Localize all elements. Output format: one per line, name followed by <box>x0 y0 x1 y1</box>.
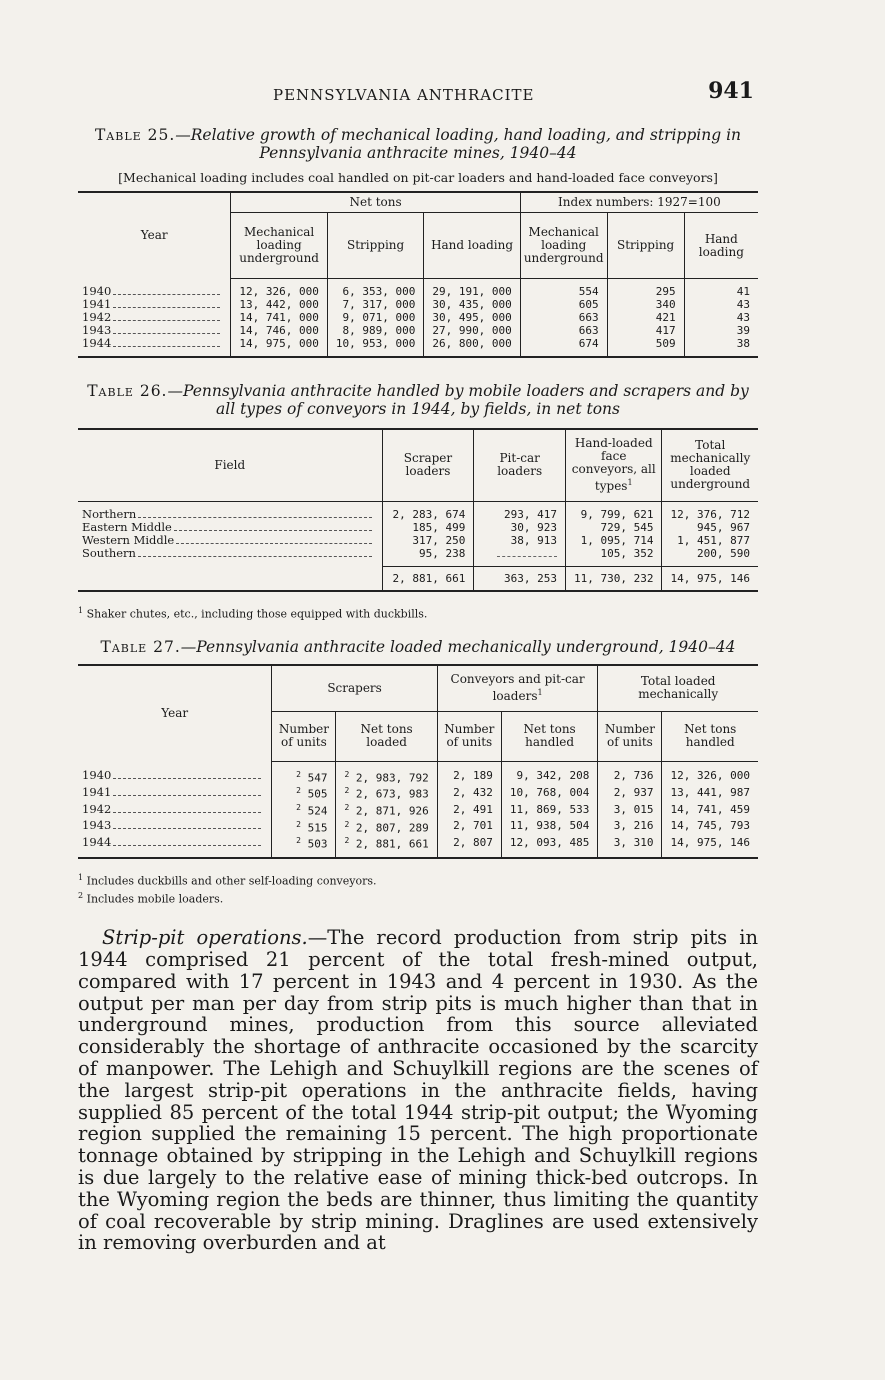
cell: 200, 590 <box>662 547 758 567</box>
cell: 554 <box>520 279 607 299</box>
footnote-text: Includes mobile loaders. <box>86 892 224 906</box>
col-num-units: Number of units <box>272 711 336 761</box>
row-year: 1943 <box>82 818 112 833</box>
cell: 663 <box>520 324 607 337</box>
table-row <box>78 337 758 357</box>
cell: 605 <box>520 298 607 311</box>
cell: 2, 491 <box>437 801 501 818</box>
cell: $^2$ 2, 673, 983 <box>336 784 437 801</box>
row-year: 1940 <box>82 283 112 298</box>
col-total-loaded: Total loaded mechanically <box>598 665 758 711</box>
cell-value: 2, 871, 926 <box>355 804 429 818</box>
col-strip: Stripping <box>327 213 423 279</box>
cell: 417 <box>607 324 684 337</box>
col-field: Field <box>78 429 382 501</box>
cell: 13, 441, 987 <box>662 784 758 801</box>
cell: 26, 800, 000 <box>424 337 520 357</box>
cell: 674 <box>520 337 607 357</box>
row-field: Southern <box>82 545 136 560</box>
cell: 421 <box>607 311 684 324</box>
cell: 10, 768, 004 <box>501 784 597 801</box>
cell: 317, 250 <box>382 534 474 547</box>
cell-value: 524 <box>307 804 328 818</box>
col-conveyors-label: Conveyors and pit-car loaders <box>450 672 585 704</box>
cell: 663 <box>520 311 607 324</box>
cell: 30, 495, 000 <box>424 311 520 324</box>
cell: 38, 913 <box>474 534 566 547</box>
table-25-title: —Relative growth of mechanical loading, hand loading, and stripping in Pennsylvania anthracite mines, 1940–44 <box>175 126 742 162</box>
cell-value: 2, 983, 792 <box>355 771 429 785</box>
col-net-tons-loaded: Net tons loaded <box>336 711 437 761</box>
cell: $^2$ 515 <box>272 818 336 835</box>
cell: $^2$ 503 <box>272 834 336 858</box>
table-27-label: Table 27. <box>100 638 181 657</box>
col-year: Year <box>78 665 272 761</box>
row-year: 1943 <box>82 323 112 337</box>
cell: 95, 238 <box>382 547 474 567</box>
col-handface: Hand-loaded face conveyors, all types$^1$ <box>566 429 662 501</box>
cell-value: 503 <box>307 837 328 851</box>
table-27 <box>78 664 758 859</box>
table-row <box>78 784 758 801</box>
col-index-hand: Hand loading <box>684 213 758 279</box>
cell-value: 505 <box>307 787 328 801</box>
row-year: 1941 <box>82 297 112 311</box>
table-row <box>78 501 758 521</box>
table-25-label: Table 25. <box>94 126 176 144</box>
cell: 7, 317, 000 <box>327 298 423 311</box>
col-mech: Mechanical loading underground <box>231 213 327 279</box>
cell: 11, 869, 533 <box>501 801 597 818</box>
col-index-numbers: Index numbers: 1927=100 <box>520 192 758 213</box>
paragraph-text: —The record production from strip pits in 1944 comprised 21 percent of the total fresh-mined output, compared with 17 percent in 1943 and 4 percent in 1930. As the output per man per day from strip pits is much higher than that in underground mines, production from this source alleviated considerably the shortage of anthracite occasioned by the scarcity of manpower. The Lehigh and Schuylkill regions are the scenes of the largest strip-pit operations in the anthracite fields, having supplied 85 percent of the total 1944 strip-pit output; the Wyoming region supplied the remaining 15 percent. The high proportionate tonnage obtained by stripping in the Lehigh and Schuylkill regions is due largely to the relative ease of mining thick-bed outcrops. In the Wyoming region the beds are thinner, thus limiting the quantity of coal recoverable by strip mining. Draglines are used extensively in removing overburden and at <box>78 926 758 1255</box>
cell: 2, 701 <box>437 818 501 835</box>
cell-value: 515 <box>307 821 328 835</box>
cell: $^2$ 2, 983, 792 <box>336 761 437 784</box>
table-row <box>78 298 758 311</box>
row-year: 1944 <box>82 835 112 850</box>
table-26-title: —Pennsylvania anthracite handled by mobile loaders and scrapers and by all types of conveyors in 1944, by fields, in net tons <box>167 382 749 418</box>
table-27-footnote-2: $^2$ Includes mobile loaders. <box>78 890 224 906</box>
table-27-footnote-1: $^1$ Includes duckbills and other self-loading conveyors. <box>78 872 377 888</box>
cell: 14, 741, 000 <box>231 311 327 324</box>
cell: 9, 342, 208 <box>501 761 597 784</box>
cell-value: 2, 881, 661 <box>355 837 429 851</box>
cell: 39 <box>684 324 758 337</box>
table-row <box>78 818 758 835</box>
cell: $^2$ 505 <box>272 784 336 801</box>
col-pitcar: Pit-car loaders <box>474 429 566 501</box>
table-25 <box>78 191 758 358</box>
row-year: 1942 <box>82 310 112 324</box>
cell: 293, 417 <box>474 501 566 521</box>
cell: 14, 975, 146 <box>662 834 758 858</box>
row-field: Eastern Middle <box>82 519 172 534</box>
cell: 43 <box>684 298 758 311</box>
running-title: PENNSYLVANIA ANTHRACITE <box>273 86 535 104</box>
cell: $^2$ 524 <box>272 801 336 818</box>
col-handface-label: Hand-loaded face conveyors, all types <box>571 436 656 494</box>
cell: $^2$ 547 <box>272 761 336 784</box>
cell: 729, 545 <box>566 521 662 534</box>
col-index-mech: Mechanical loading underground <box>520 213 607 279</box>
row-year: 1941 <box>82 785 112 800</box>
row-field: Northern <box>82 506 137 521</box>
cell: 2, 937 <box>598 784 662 801</box>
cell: 1, 095, 714 <box>566 534 662 547</box>
cell: 2, 736 <box>598 761 662 784</box>
cell <box>474 547 566 567</box>
col-scraper: Scraper loaders <box>382 429 474 501</box>
table-row <box>78 534 758 547</box>
cell: 14, 975, 000 <box>231 337 327 357</box>
cell: 13, 442, 000 <box>231 298 327 311</box>
cell: 2, 189 <box>437 761 501 784</box>
cell-value: 547 <box>307 771 328 785</box>
cell: 27, 990, 000 <box>424 324 520 337</box>
row-year: 1940 <box>82 768 112 783</box>
table-row <box>78 801 758 818</box>
cell: 2, 807 <box>437 834 501 858</box>
table-26-caption <box>78 382 758 418</box>
table-row <box>78 761 758 784</box>
col-conveyors: Conveyors and pit-car loaders$^1$ <box>437 665 598 711</box>
col-year: Year <box>78 192 231 279</box>
cell: 2, 432 <box>437 784 501 801</box>
cell: 41 <box>684 279 758 299</box>
col-num-units: Number of units <box>437 711 501 761</box>
cell: 30, 435, 000 <box>424 298 520 311</box>
cell: 6, 353, 000 <box>327 279 423 299</box>
cell: 3, 310 <box>598 834 662 858</box>
table-26-label: Table 26. <box>87 382 168 400</box>
cell: 509 <box>607 337 684 357</box>
col-scrapers: Scrapers <box>272 665 437 711</box>
cell: 3, 216 <box>598 818 662 835</box>
cell: 2, 283, 674 <box>382 501 474 521</box>
cell: 363, 253 <box>474 566 566 590</box>
table-row <box>78 324 758 337</box>
cell: $^2$ 2, 871, 926 <box>336 801 437 818</box>
footnote-text: Includes duckbills and other self-loading conveyors. <box>86 874 377 888</box>
cell: 9, 799, 621 <box>566 501 662 521</box>
table-row <box>78 279 758 299</box>
cell: 11, 730, 232 <box>566 566 662 590</box>
table-26-footnote: $^1$ Shaker chutes, etc., including those equipped with duckbills. <box>78 605 428 621</box>
table-row <box>78 521 758 534</box>
totals-row <box>78 566 758 590</box>
cell: 12, 093, 485 <box>501 834 597 858</box>
cell: 295 <box>607 279 684 299</box>
row-field: Western Middle <box>82 532 175 547</box>
cell: 10, 953, 000 <box>327 337 423 357</box>
cell: 340 <box>607 298 684 311</box>
table-row <box>78 311 758 324</box>
table-27-caption <box>78 638 758 656</box>
cell: 12, 326, 000 <box>662 761 758 784</box>
cell: 14, 741, 459 <box>662 801 758 818</box>
row-year: 1944 <box>82 336 112 350</box>
cell-value: 2, 807, 289 <box>355 821 429 835</box>
paragraph-runin-heading: Strip-pit operations. <box>102 926 308 950</box>
col-net-tons: Net tons <box>231 192 520 213</box>
cell: 185, 499 <box>382 521 474 534</box>
table-25-caption <box>78 126 758 162</box>
cell: 14, 745, 793 <box>662 818 758 835</box>
cell: 8, 989, 000 <box>327 324 423 337</box>
table-25-note: [Mechanical loading includes coal handled on pit-car loaders and hand-loaded face conveyors] <box>118 170 718 185</box>
table-row <box>78 547 758 567</box>
cell: 9, 071, 000 <box>327 311 423 324</box>
cell: 3, 015 <box>598 801 662 818</box>
cell: $^2$ 2, 807, 289 <box>336 818 437 835</box>
col-total: Total mechanically loaded underground <box>662 429 758 501</box>
table-27-title: —Pennsylvania anthracite loaded mechanically underground, 1940–44 <box>180 638 736 657</box>
cell: 12, 376, 712 <box>662 501 758 521</box>
cell: 43 <box>684 311 758 324</box>
page-number: 941 <box>708 78 754 104</box>
cell: 14, 975, 146 <box>662 566 758 590</box>
running-head <box>78 78 758 112</box>
cell: $^2$ 2, 881, 661 <box>336 834 437 858</box>
cell: 105, 352 <box>566 547 662 567</box>
cell: 12, 326, 000 <box>231 279 327 299</box>
page <box>78 78 758 1254</box>
cell: 38 <box>684 337 758 357</box>
cell: 14, 746, 000 <box>231 324 327 337</box>
col-num-units: Number of units <box>598 711 662 761</box>
cell: 30, 923 <box>474 521 566 534</box>
body-paragraph <box>78 927 758 1254</box>
table-26 <box>78 428 758 590</box>
cell: 1, 451, 877 <box>662 534 758 547</box>
cell: 11, 938, 504 <box>501 818 597 835</box>
col-net-tons-handled: Net tons handled <box>501 711 597 761</box>
cell: 29, 191, 000 <box>424 279 520 299</box>
cell: 945, 967 <box>662 521 758 534</box>
col-hand: Hand loading <box>424 213 520 279</box>
col-index-strip: Stripping <box>607 213 684 279</box>
col-net-tons-handled: Net tons handled <box>662 711 758 761</box>
table-row <box>78 834 758 858</box>
cell: 2, 881, 661 <box>382 566 474 590</box>
row-year: 1942 <box>82 801 112 816</box>
cell-value: 2, 673, 983 <box>355 787 429 801</box>
footnote-text: Shaker chutes, etc., including those equipped with duckbills. <box>86 607 428 621</box>
